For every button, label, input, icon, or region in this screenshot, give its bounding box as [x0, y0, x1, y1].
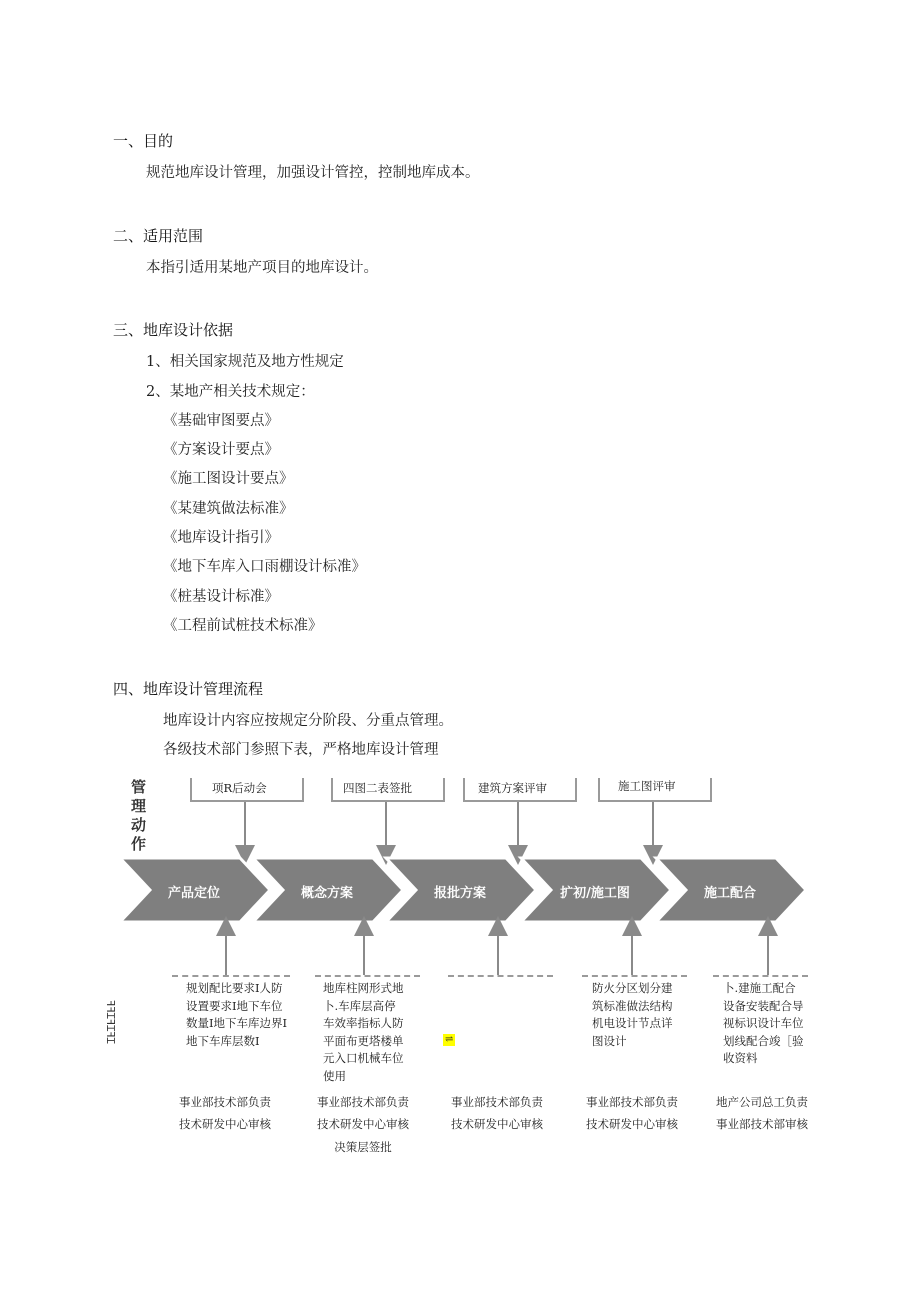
stage-preliminary-construction: 扩初/施工图	[560, 886, 630, 901]
side-label-content: ꟻꟻꞮꟻꞮꟻꞮ	[104, 1000, 117, 1044]
milestone-approval: 四图二表签批	[343, 781, 412, 795]
detail-border	[315, 975, 420, 977]
detail-construction-support: 卜.建施工配合设备安装配合导视标识设计车位划线配合竣［验收资料	[723, 981, 804, 1065]
milestone-kickoff: 项R后动会	[212, 781, 267, 795]
process-text: 地库设计内容应按规定分阶段、分重点管理。	[163, 713, 453, 729]
stage-concept-design: 概念方案	[300, 886, 353, 901]
scope-text: 本指引适用某地产项目的地库设计。	[146, 260, 378, 276]
reference-item: 《桩基设计标准》	[163, 589, 279, 605]
detail-preliminary-construction: 防火分区划分建筑标准做法结构机电设计节点详图设计	[592, 981, 673, 1048]
responsibility-line: 地产公司总工负责	[716, 1095, 808, 1109]
responsibility-line: 技术研发中心审核	[451, 1117, 543, 1131]
responsibility-line: 技术研发中心审核	[586, 1117, 678, 1131]
basis-item: 2、某地产相关技术规定：	[146, 384, 315, 400]
detail-border	[172, 975, 290, 977]
responsibility-line: 技术研发中心审核	[317, 1117, 409, 1131]
section-heading-basis: 三、地库设计依据	[113, 321, 234, 339]
responsibility-line: 决策层签批	[334, 1140, 392, 1154]
responsibility-line: 事业部技术部审核	[716, 1117, 808, 1131]
section-heading-scope: 二、适用范围	[113, 227, 204, 245]
responsibility-line: 事业部技术部负责	[451, 1095, 543, 1109]
basis-item: 1、相关国家规范及地方性规定	[146, 354, 344, 370]
stage-product-positioning: 产品定位	[167, 886, 220, 901]
detail-border	[448, 975, 553, 977]
section-heading-purpose: 一、目的	[113, 132, 174, 150]
detail-concept-design: 地库柱网形式地卜.车库层高停车效率指标人防平面布更塔楼单元入口机械车位使用	[323, 981, 404, 1083]
milestone-arch-review: 建筑方案评审	[478, 781, 547, 795]
responsibility-line: 技术研发中心审核	[179, 1117, 271, 1131]
reference-item: 《地下车库入口雨棚设计标准》	[163, 559, 366, 575]
reference-item: 《工程前试桩技术标准》	[163, 618, 323, 634]
milestone-construction-review: 施工图评审	[618, 779, 676, 793]
process-text: 各级技术部门参照下表，严格地库设计管理	[163, 742, 439, 758]
responsibility-line: 事业部技术部负责	[179, 1095, 271, 1109]
stage-construction-support: 施工配合	[703, 886, 756, 901]
detail-product-positioning: 规划配比要求I人防设置要求I地下车位数量I地下车库边界I地下车库层数I	[186, 981, 288, 1048]
reference-item: 《某建筑做法标准》	[163, 501, 294, 517]
reference-item: 《基础审图要点》	[163, 413, 279, 429]
stage-approval-design: 报批方案	[433, 886, 486, 901]
responsibility-line: 事业部技术部负责	[317, 1095, 409, 1109]
reference-item: 《施工图设计要点》	[163, 471, 294, 487]
side-label-management-actions: 管理动作	[131, 778, 147, 853]
purpose-text: 规范地库设计管理，加强设计管控，控制地库成本。	[146, 165, 480, 181]
detail-border	[713, 975, 808, 977]
detail-approval-design: ⇌	[445, 1034, 454, 1045]
section-heading-process: 四、地库设计管理流程	[113, 680, 264, 698]
reference-item: 《地库设计指引》	[163, 530, 279, 546]
responsibility-line: 事业部技术部负责	[586, 1095, 678, 1109]
reference-item: 《方案设计要点》	[163, 442, 279, 458]
detail-border	[582, 975, 687, 977]
